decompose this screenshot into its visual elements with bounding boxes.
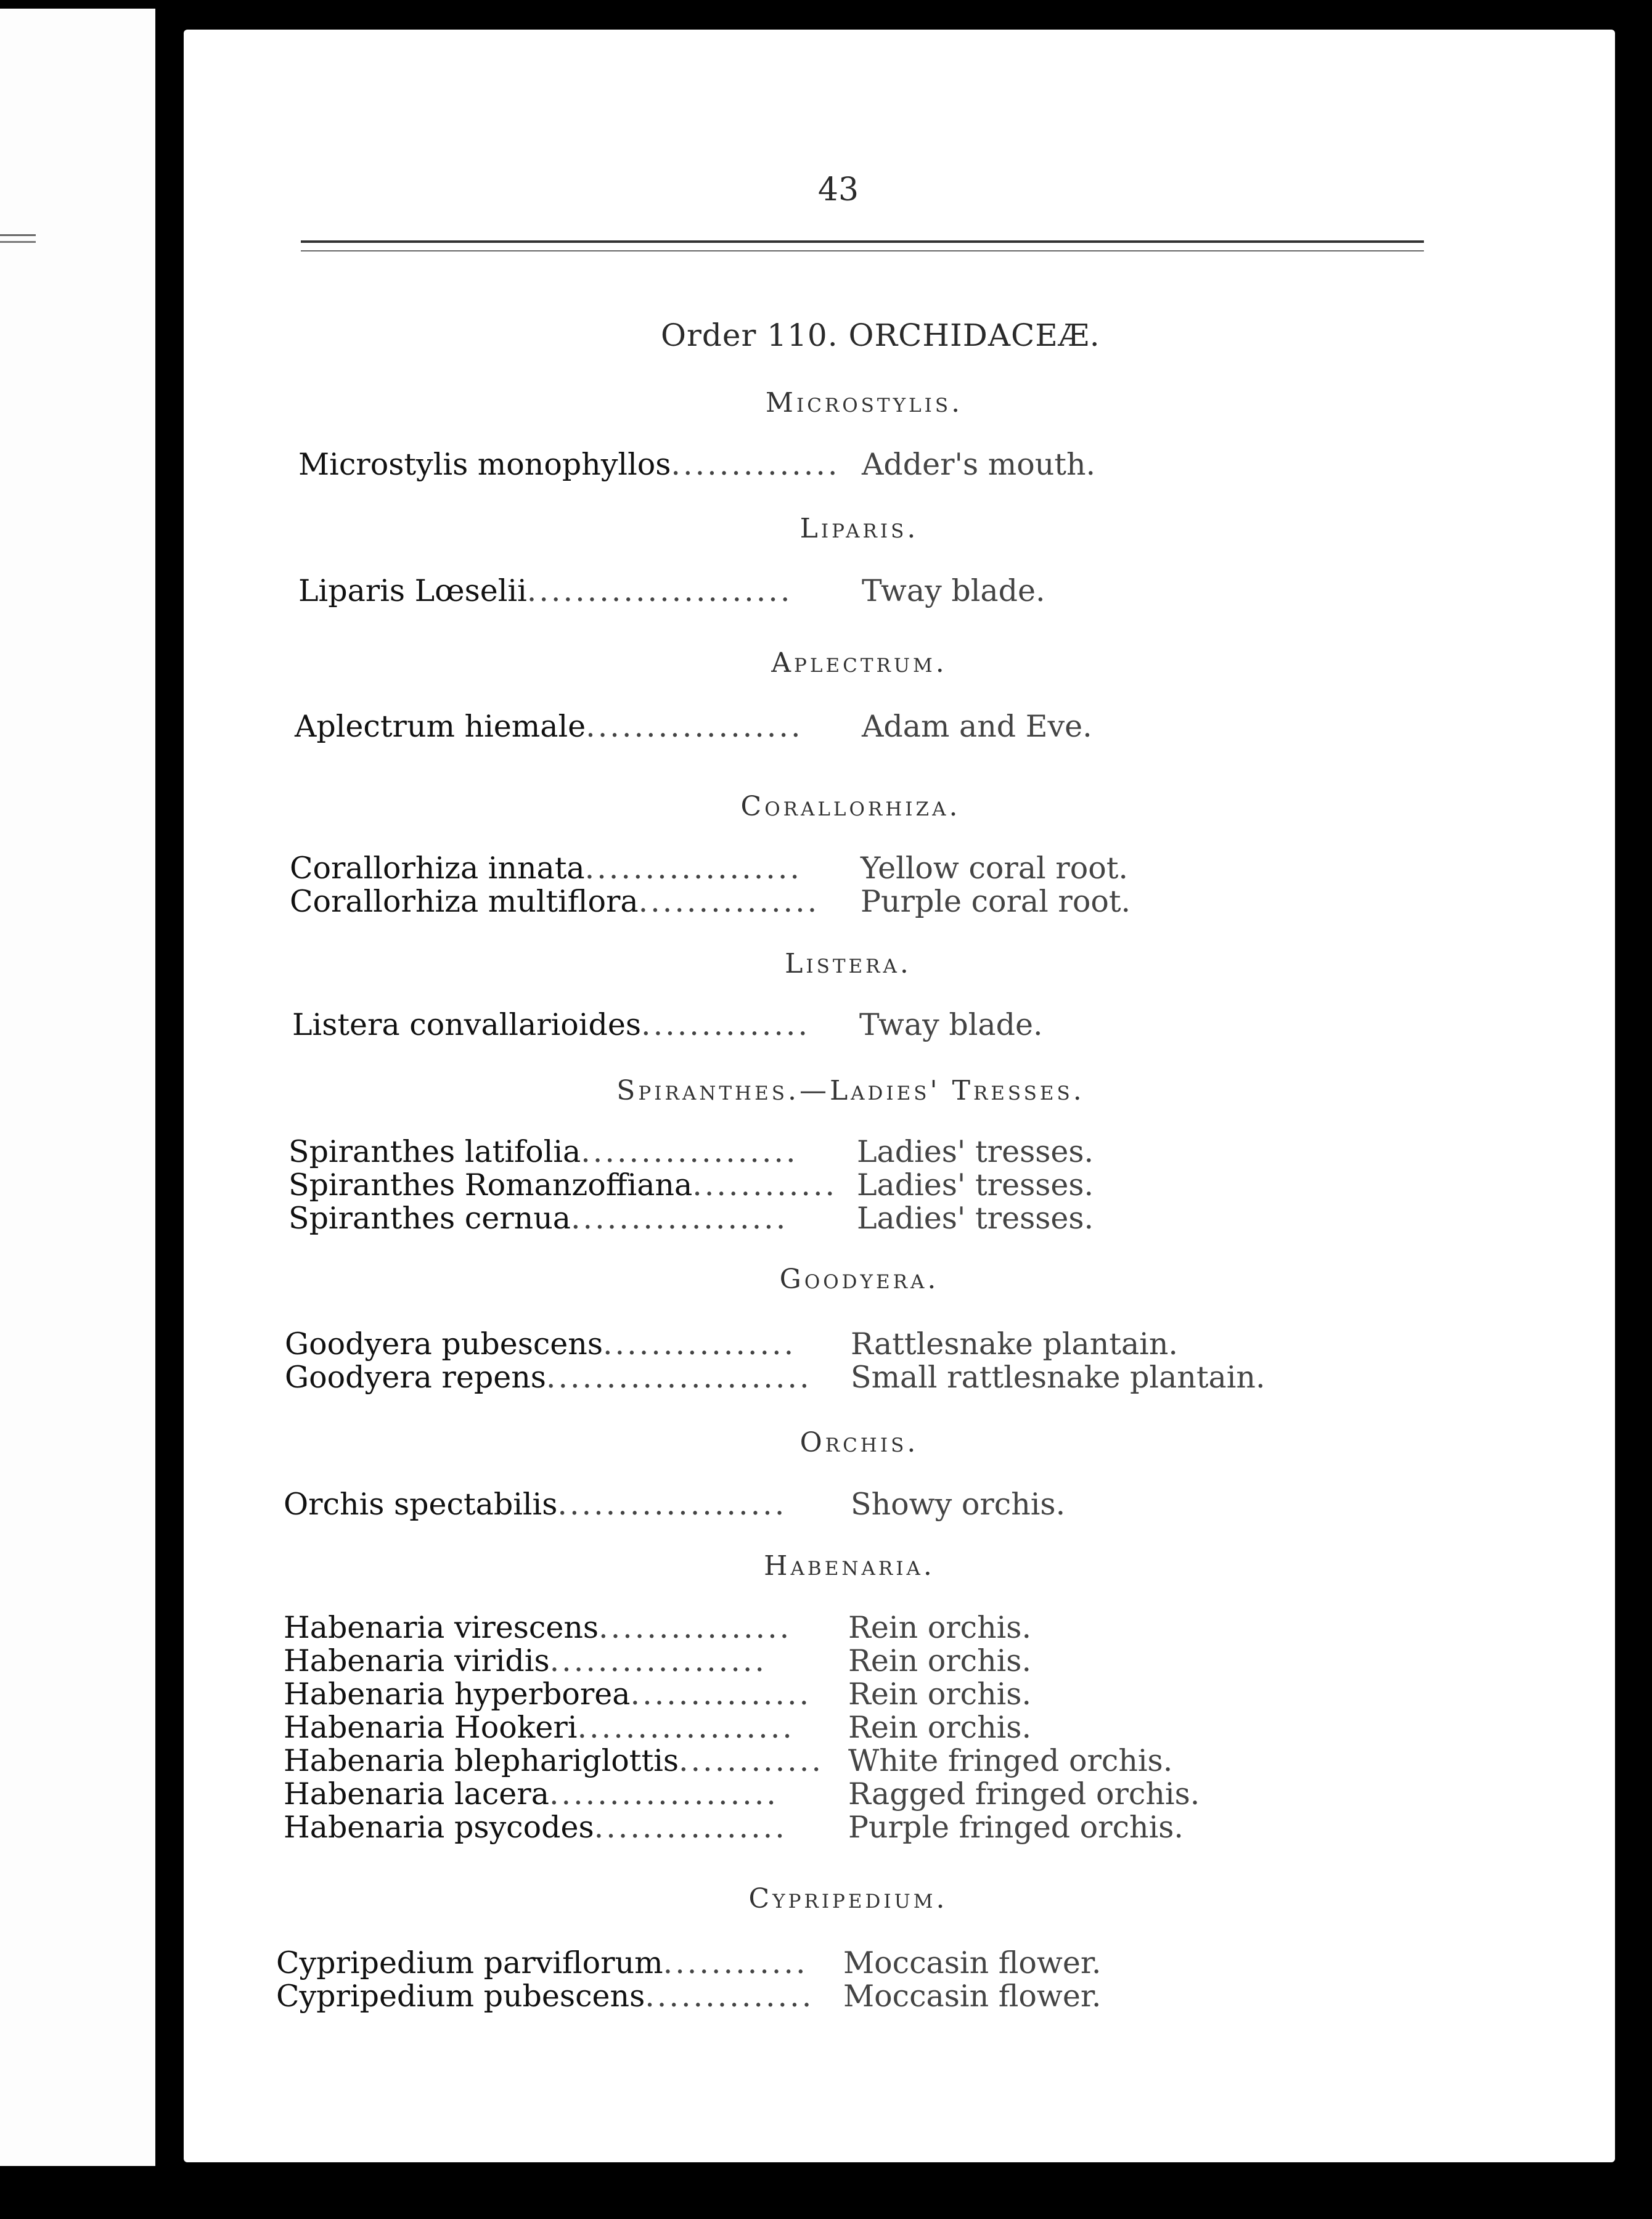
common-name: Ladies' tresses.	[857, 1201, 1094, 1236]
species-entry	[284, 1610, 1270, 1646]
species-entry	[285, 1326, 1271, 1362]
genus-heading: Goodyera.	[779, 1264, 939, 1295]
dot-leader: ..................	[549, 1643, 767, 1678]
genus-heading: Microstylis.	[765, 387, 963, 419]
dot-leader: ..................	[586, 709, 803, 744]
genus-heading: Liparis.	[799, 513, 919, 544]
scientific-name: Habenaria viridis	[284, 1643, 550, 1678]
dot-leader: ............	[692, 1167, 838, 1203]
scientific-name: Goodyera pubescens	[285, 1326, 603, 1362]
genus-heading: Listera.	[785, 948, 912, 979]
scientific-name: Habenaria Hookeri	[284, 1710, 578, 1745]
genus-heading: Corallorhiza.	[740, 791, 961, 822]
species-entry	[284, 1643, 1270, 1679]
dot-leader: ..............	[671, 447, 840, 482]
scientific-name: Spiranthes Romanzoffiana	[288, 1167, 693, 1203]
dot-leader: ..................	[584, 851, 803, 886]
common-name: Tway blade.	[859, 1007, 1043, 1042]
species-entry	[292, 1007, 1278, 1043]
scientific-name: Habenaria virescens	[284, 1610, 599, 1645]
dot-leader: ...............	[638, 884, 820, 919]
dot-leader: ..................	[581, 1134, 798, 1169]
dot-leader: ................	[602, 1326, 796, 1362]
species-entry	[284, 1743, 1270, 1779]
header-rule	[301, 240, 1424, 251]
species-entry	[288, 1167, 1275, 1203]
dot-leader: ..............	[645, 1979, 814, 2014]
species-entry	[288, 1201, 1275, 1236]
page-number: 43	[817, 171, 859, 208]
species-entry	[285, 1360, 1271, 1396]
common-name: Moccasin flower.	[843, 1979, 1102, 2014]
common-name: Ladies' tresses.	[857, 1167, 1094, 1203]
common-name: Ladies' tresses.	[857, 1134, 1094, 1169]
order-title: Order 110. ORCHIDACEÆ.	[661, 317, 1100, 353]
common-name: Rein orchis.	[848, 1677, 1032, 1712]
species-entry	[295, 709, 1281, 745]
scientific-name: Habenaria lacera	[284, 1776, 549, 1812]
species-entry	[290, 884, 1276, 920]
scientific-name: Corallorhiza innata	[290, 851, 585, 886]
genus-heading: Aplectrum.	[771, 647, 947, 679]
dot-leader: ...............	[630, 1677, 812, 1712]
common-name: Rein orchis.	[848, 1710, 1032, 1745]
species-entry	[284, 1776, 1270, 1812]
dot-leader: ...................	[549, 1776, 779, 1812]
genus-heading: Habenaria.	[764, 1550, 935, 1582]
scientific-name: Habenaria blephariglottis	[284, 1743, 679, 1778]
dot-leader: ..............	[641, 1007, 811, 1042]
common-name: Purple coral root.	[861, 884, 1131, 919]
species-entry	[284, 1810, 1270, 1845]
scientific-name: Aplectrum hiemale	[295, 709, 586, 744]
scientific-name: Listera convallarioides	[292, 1007, 641, 1042]
common-name: Small rattlesnake plantain.	[851, 1360, 1266, 1395]
common-name: Rein orchis.	[848, 1610, 1032, 1645]
species-entry	[290, 851, 1276, 886]
scientific-name: Microstylis monophyllos	[298, 447, 671, 482]
dot-leader: ..................	[570, 1201, 788, 1236]
genus-heading: Orchis.	[799, 1427, 919, 1458]
common-name: Showy orchis.	[851, 1487, 1066, 1522]
scientific-name: Liparis Lœselii	[298, 573, 527, 608]
dot-leader: ...................	[557, 1487, 787, 1522]
common-name: Ragged fringed orchis.	[848, 1776, 1200, 1812]
dot-leader: ................	[599, 1610, 792, 1645]
species-entry	[284, 1487, 1270, 1522]
scientific-name: Habenaria psycodes	[284, 1810, 594, 1845]
scientific-name: Spiranthes cernua	[288, 1201, 571, 1236]
species-entry	[288, 1134, 1275, 1170]
genus-heading: Spiranthes.—Ladies' Tresses.	[616, 1075, 1085, 1106]
common-name: Rein orchis.	[848, 1643, 1032, 1678]
dot-leader: ............	[663, 1945, 808, 1980]
scientific-name: Cypripedium pubescens	[276, 1979, 645, 2014]
species-entry	[276, 1945, 1262, 1981]
common-name: Moccasin flower.	[843, 1945, 1102, 1980]
scientific-name: Habenaria hyperborea	[284, 1677, 631, 1712]
common-name: Adam and Eve.	[862, 709, 1092, 744]
scientific-name: Cypripedium parviflorum	[276, 1945, 663, 1980]
species-entry	[284, 1677, 1270, 1712]
common-name: Adder's mouth.	[862, 447, 1096, 482]
common-name: Purple fringed orchis.	[848, 1810, 1184, 1845]
scientific-name: Corallorhiza multiflora	[290, 884, 639, 919]
species-entry	[298, 573, 1285, 609]
genus-heading: Cypripedium.	[748, 1883, 948, 1915]
scientific-name: Goodyera repens	[285, 1360, 546, 1395]
common-name: Tway blade.	[862, 573, 1045, 608]
common-name: Rattlesnake plantain.	[851, 1326, 1178, 1362]
dot-leader: ................	[594, 1810, 787, 1845]
scientific-name: Spiranthes latifolia	[288, 1134, 581, 1169]
dot-leader: ......................	[546, 1360, 812, 1395]
dot-leader: ..................	[577, 1710, 795, 1745]
common-name: Yellow coral root.	[861, 851, 1128, 886]
species-entry	[284, 1710, 1270, 1746]
scientific-name: Orchis spectabilis	[284, 1487, 558, 1522]
dot-leader: ......................	[526, 573, 793, 608]
species-entry	[298, 447, 1285, 483]
common-name: White fringed orchis.	[848, 1743, 1173, 1778]
species-entry	[276, 1979, 1262, 2014]
dot-leader: ............	[678, 1743, 824, 1778]
